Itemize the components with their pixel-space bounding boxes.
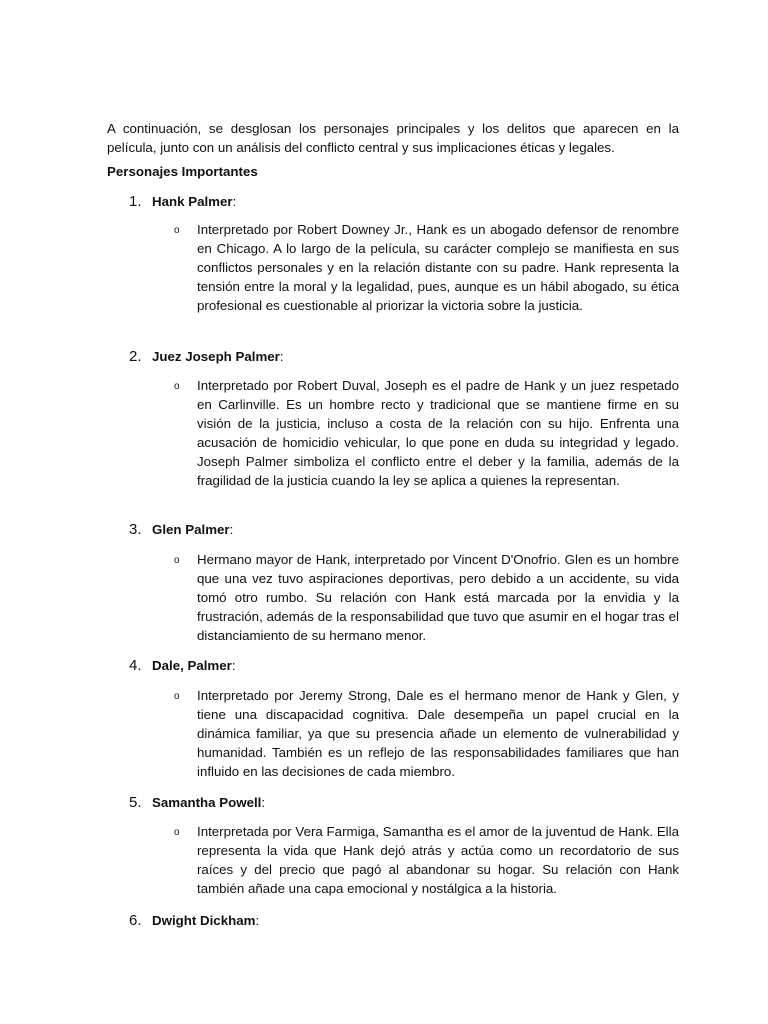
character-heading	[129, 657, 236, 675]
character-heading	[129, 193, 236, 211]
heading-colon: :	[261, 795, 266, 810]
description-text: Interpretado por Robert Downey Jr., Hank es un abogado defensor de renombre en Chicago. A lo largo de la película, su carácter complejo se manifiesta en sus conflictos personales y en la relación distante con su padre. Hank representa la tensión entre la moral y la legalidad, pues, aunque es un hábil abogado, su ética profesional es cuestionable al priorizar la victoria sobre la justicia.	[197, 222, 679, 313]
bullet-icon: o	[174, 827, 180, 838]
list-number: 1.	[129, 193, 142, 210]
description-text: Interpretada por Vera Farmiga, Samantha es el amor de la juventud de Hank. Ella representa la vida que Hank dejó atrás y actúa como un recordatorio de sus raíces y del precio que pagó al abandonar su hogar. Su relación con Hank también añade una capa emocional y nostálgica a la historia.	[197, 824, 679, 896]
list-number: 3.	[129, 521, 142, 538]
description-text: Hermano mayor de Hank, interpretado por Vincent D'Onofrio. Glen es un hombre que una vez tuvo aspiraciones deportivas, pero debido a un accidente, su vida tomó otro rumbo. Su relación con Hank está marcada por la envidia y la frustración, además de la responsabilidad que tuvo que asumir en el hogar tras el distanciamiento de su hermano menor.	[197, 552, 679, 643]
heading-colon: :	[232, 194, 237, 209]
heading-colon: :	[231, 658, 236, 673]
bullet-icon: o	[174, 381, 180, 392]
intro-paragraph: A continuación, se desglosan los personajes principales y los delitos que aparecen en la película, junto con un análisis del conflicto central y sus implicaciones éticas y legales.	[107, 121, 679, 155]
character-heading	[129, 521, 233, 539]
bullet-icon: o	[174, 555, 180, 566]
character-heading	[129, 912, 259, 930]
section-title: Personajes Importantes	[107, 164, 258, 179]
heading-colon: :	[279, 349, 284, 364]
list-number: 2.	[129, 348, 142, 365]
list-number: 4.	[129, 657, 142, 674]
list-number: 5.	[129, 794, 142, 811]
character-name: Samantha Powell	[152, 795, 262, 810]
character-heading	[129, 348, 284, 366]
character-heading	[129, 794, 265, 812]
description-text: Interpretado por Robert Duval, Joseph es el padre de Hank y un juez respetado en Carlinville. Es un hombre recto y tradicional que se mantiene firme en su visión de la justicia, incluso a costa de la relación con su hijo. Enfrenta una acusación de homicidio vehicular, lo que pone en duda su integridad y legado. Joseph Palmer simboliza el conflicto entre el deber y la familia, además de la fragilidad de la justicia cuando la ley se aplica a quienes la representan.	[197, 378, 679, 488]
bullet-icon: o	[174, 691, 180, 702]
character-name: Dwight Dickham	[152, 913, 256, 928]
character-name: Hank Palmer	[152, 194, 233, 209]
heading-colon: :	[255, 913, 260, 928]
bullet-icon: o	[174, 225, 180, 236]
character-name: Juez Joseph Palmer	[152, 349, 280, 364]
description-text: Interpretado por Jeremy Strong, Dale es el hermano menor de Hank y Glen, y tiene una discapacidad cognitiva. Dale desempeña un papel crucial en la dinámica familiar, ya que su presencia añade un elemento de vulnerabilidad y humanidad. También es un reflejo de las responsabilidades familiares que han influido en las decisiones de cada miembro.	[197, 688, 679, 779]
list-number: 6.	[129, 912, 142, 929]
character-name: Dale, Palmer	[152, 658, 232, 673]
heading-colon: :	[229, 522, 234, 537]
character-name: Glen Palmer	[152, 522, 230, 537]
